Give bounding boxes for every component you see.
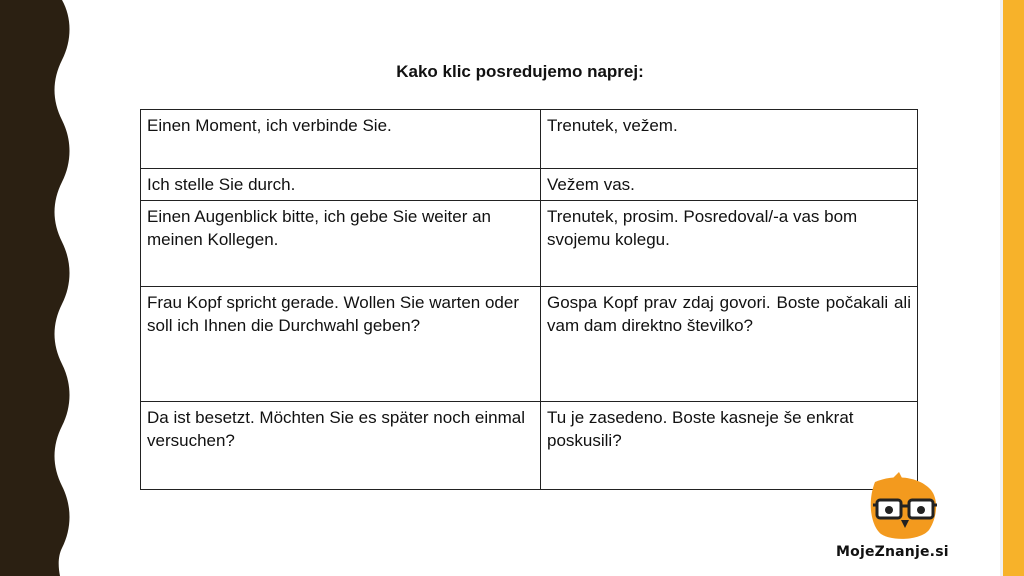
german-cell: Einen Moment, ich verbinde Sie. bbox=[141, 110, 541, 169]
logo-text: MojeZnanje.si bbox=[836, 544, 949, 560]
table-row bbox=[141, 110, 918, 169]
german-cell: Da ist besetzt. Möchten Sie es später noch einmal versuchen? bbox=[141, 402, 541, 490]
slide-title: Kako klic posredujemo naprej: bbox=[396, 62, 644, 81]
german-cell: Einen Augenblick bitte, ich gebe Sie weiter an meinen Kollegen. bbox=[141, 201, 541, 287]
german-cell: Frau Kopf spricht gerade. Wollen Sie warten oder soll ich Ihnen die Durchwahl geben? bbox=[141, 287, 541, 402]
table-row bbox=[141, 201, 918, 287]
slovenian-cell: Vežem vas. bbox=[541, 169, 918, 201]
phrase-table bbox=[140, 109, 918, 490]
german-cell: Ich stelle Sie durch. bbox=[141, 169, 541, 201]
table-row bbox=[141, 402, 918, 490]
slovenian-cell: Tu je zasedeno. Boste kasneje še enkrat poskusili? bbox=[541, 402, 918, 490]
right-accent-band bbox=[1003, 0, 1024, 576]
slovenian-cell: Trenutek, vežem. bbox=[541, 110, 918, 169]
table-row bbox=[141, 287, 918, 402]
slovenian-cell: Gospa Kopf prav zdaj govori. Boste počakali ali vam dam direktno številko? bbox=[541, 287, 918, 402]
left-wavy-band bbox=[0, 0, 90, 576]
table-row bbox=[141, 169, 918, 201]
slovenian-cell: Trenutek, prosim. Posredoval/-a vas bom svojemu kolegu. bbox=[541, 201, 918, 287]
